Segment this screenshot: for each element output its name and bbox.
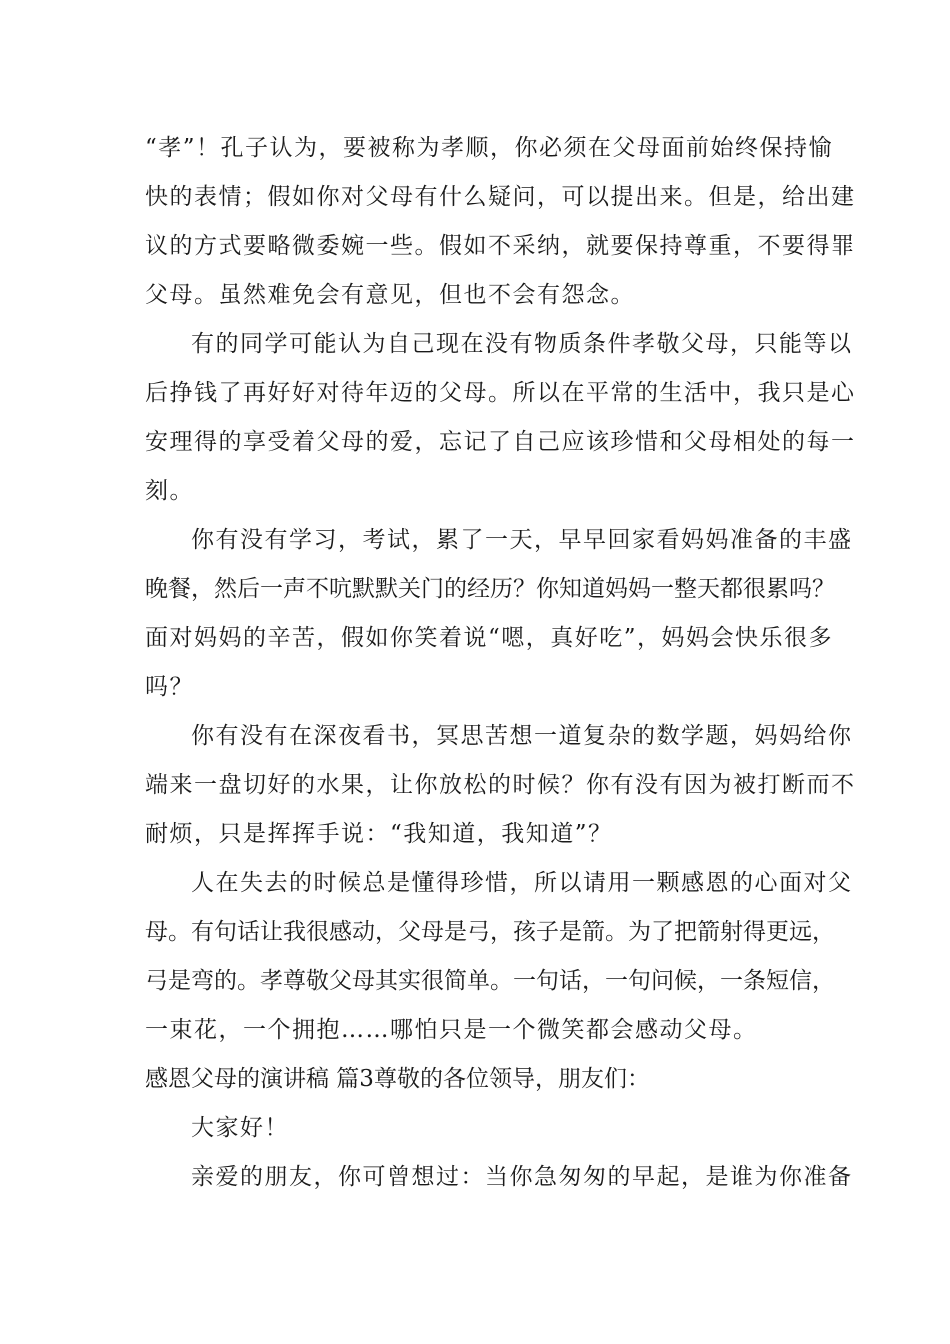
text-line: 亲爱的朋友，你可曾想过：当你急匆匆的早起，是谁为你准备 — [191, 1164, 853, 1190]
text-line: 一束花，一个拥抱……哪怕只是一个微笑都会感动父母。 — [145, 1017, 758, 1043]
text-line: 有的同学可能认为自己现在没有物质条件孝敬父母，只能等以 — [191, 331, 853, 357]
text-line: 母。有句话让我很感动，父母是弓，孩子是箭。为了把箭射得更远， — [145, 919, 835, 945]
paragraph — [145, 320, 856, 516]
text-line: 端来一盘切好的水果，让你放松的时候？你有没有因为被打断而不 — [145, 772, 856, 798]
text-line: 吗？ — [145, 674, 194, 700]
section-heading — [145, 1055, 825, 1104]
text-line: 感恩父母的演讲稿 篇3尊敬的各位领导，朋友们： — [145, 1066, 650, 1092]
text-line: 你有没有学习，考试，累了一天，早早回家看妈妈准备的丰盛 — [191, 527, 853, 553]
text-line: 面对妈妈的辛苦，假如你笑着说“嗯，真好吃”，妈妈会快乐很多 — [145, 625, 834, 651]
text-line: 晚餐，然后一声不吭默默关门的经历？你知道妈妈一整天都很累吗？ — [145, 576, 835, 602]
text-line: 安理得的享受着父母的爱，忘记了自己应该珍惜和父母相处的每一 — [145, 429, 856, 455]
paragraph — [145, 859, 853, 1055]
text-line: 父母。虽然难免会有意见，但也不会有怨念。 — [145, 282, 635, 308]
text-line: 你有没有在深夜看书，冥思苦想一道复杂的数学题，妈妈给你 — [191, 723, 853, 749]
document-body — [145, 124, 856, 1202]
text-line: 快的表情；假如你对父母有什么疑问，可以提出来。但是，给出建 — [145, 184, 856, 210]
text-line: 议的方式要略微委婉一些。假如不采纳，就要保持尊重，不要得罪 — [145, 233, 856, 259]
paragraph — [145, 712, 856, 859]
text-line: 弓是弯的。孝尊敬父母其实很简单。一句话，一句问候，一条短信， — [145, 968, 835, 994]
paragraph — [145, 516, 853, 712]
paragraph — [145, 124, 856, 320]
text-line: 人在失去的时候总是懂得珍惜，所以请用一颗感恩的心面对父 — [191, 870, 853, 896]
paragraph — [145, 1104, 825, 1153]
text-line: 耐烦，只是挥挥手说：“我知道，我知道”？ — [145, 821, 613, 847]
text-line: 刻。 — [145, 478, 194, 504]
text-line: 大家好！ — [191, 1115, 289, 1141]
text-line: “孝”！孔子认为，要被称为孝顺，你必须在父母面前始终保持愉 — [145, 135, 834, 161]
text-line: 后挣钱了再好好对待年迈的父母。所以在平常的生活中，我只是心 — [145, 380, 856, 406]
paragraph — [145, 1153, 853, 1202]
